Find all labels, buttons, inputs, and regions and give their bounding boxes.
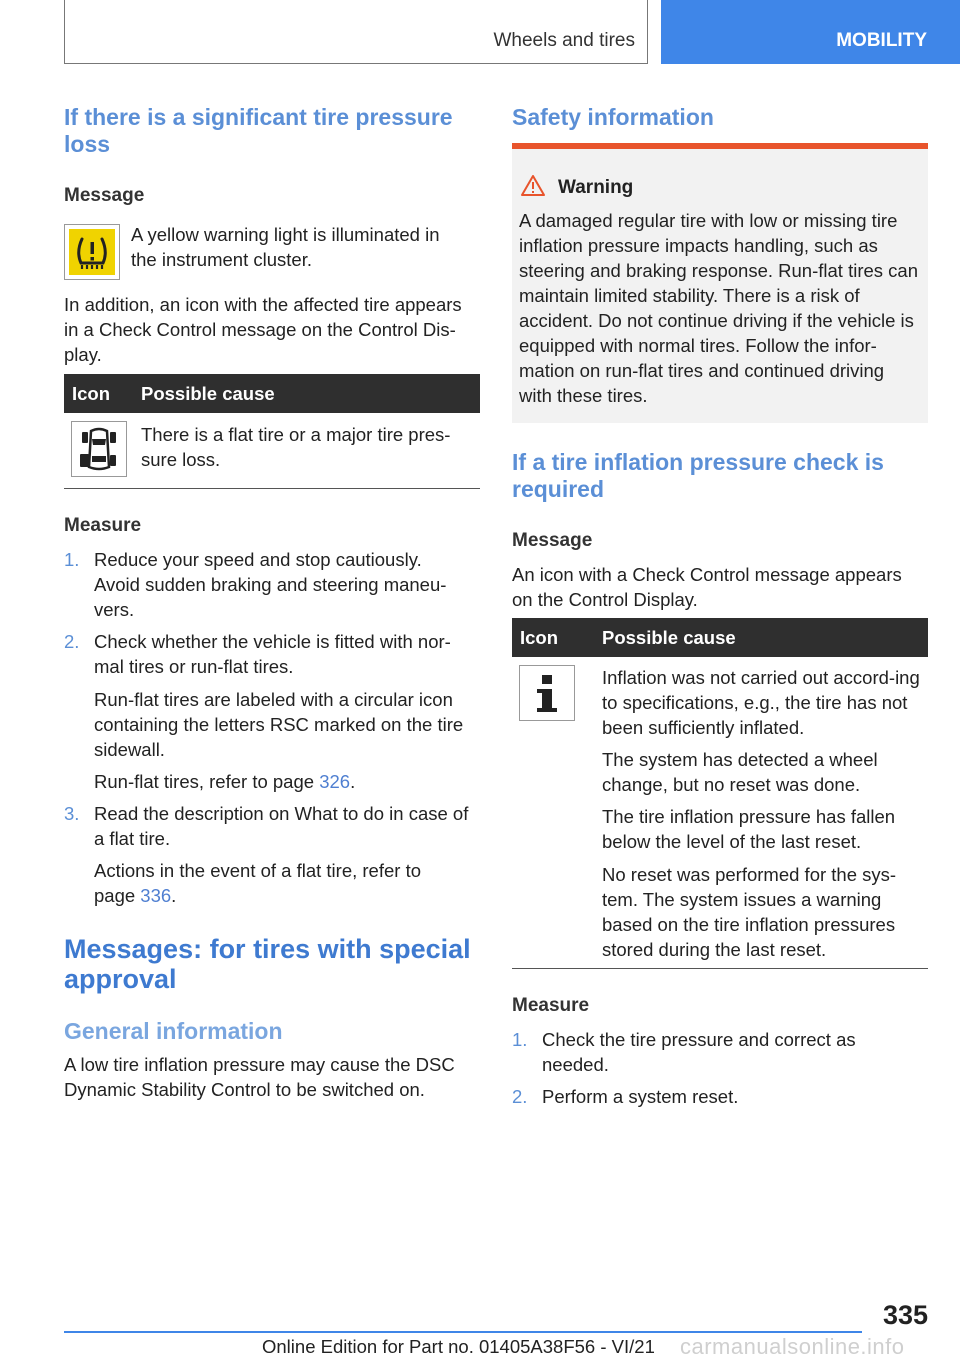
addition-text: In addition, an icon with the affected tire appears in a Check Control message on the Control Dis-play. [64,294,462,365]
col-icon-header: Icon [72,383,111,404]
message-label: Message [512,530,593,551]
message-text: A yellow warning light is illuminated in the instrument cluster. [131,224,440,270]
message-text: An icon with a Check Control message appears on the Control Display. [512,564,902,610]
general-info-heading: General information [64,1018,283,1044]
section-heading-tire-loss: If there is a significant tire pressure loss [64,104,453,157]
warning-title: Warning [558,177,634,198]
watermark: carmanualsonline.info [680,1334,905,1359]
col-cause-header: Possible cause [141,383,275,404]
step-text: Read the description on What to do in case of a flat tire. [94,803,469,849]
table-divider [512,968,928,969]
page-reference [94,769,480,794]
special-approval-heading: Messages: for tires with special approval [64,934,471,994]
page-link[interactable]: 326 [319,771,351,792]
reference-period: . [350,771,356,792]
measure-label: Measure [64,515,142,536]
flat-tire-icon [71,421,127,477]
col-cause-header: Possible cause [602,627,736,648]
cause-item: The system has detected a wheel change, but no reset was done. [602,749,878,795]
tire-pressure-warning-icon [64,224,120,280]
warning-text: A damaged regular tire with low or missing tire inflation pressure impacts handling, such as steering and braking response. Run-flat tires can maintain limited stability. There is a risk of accident. Do not continue driving if the vehicle is equipped with normal tires. Follow the infor-mation on run-flat tires and continued driving with these tires. [519,210,918,406]
step-number: 2. [64,631,80,652]
step-text: Check the tire pressure and correct as needed. [542,1029,856,1075]
check-required-heading: If a tire inflation pressure check is required [512,449,884,502]
reference-period: . [171,885,177,906]
step-number: 1. [64,549,80,570]
edition-text: Online Edition for Part no. 01405A38F56 - VI/21 [262,1336,655,1357]
warning-triangle-icon [520,174,546,198]
step-number: 2. [512,1086,528,1107]
step-text: Perform a system reset. [542,1086,739,1107]
table-header [512,618,928,657]
section-title: Wheels and tires [493,30,635,51]
chapter-title: MOBILITY [836,30,927,51]
info-icon [519,665,575,721]
measure-label: Measure [512,995,590,1016]
warning-box [512,143,928,423]
table-divider [64,488,480,489]
step-text: Reduce your speed and stop cautiously. Avoid sudden braking and steering maneu-vers. [94,549,447,620]
col-icon-header: Icon [520,627,559,648]
cause-item: Inflation was not carried out accord-ing to specifications, e.g., the tire has not been sufficiently inflated. [602,667,920,738]
step-number: 1. [512,1029,528,1050]
table-row-cause: There is a flat tire or a major tire pres-sure loss. [141,424,451,470]
footer-rule [64,1331,862,1333]
step-extra-text: Run-flat tires are labeled with a circular icon containing the letters RSC marked on the tire sidewall. [94,689,464,760]
page-number: 335 [882,1300,928,1330]
general-info-text: A low tire inflation pressure may cause the DSC Dynamic Stability Control to be switched on. [64,1054,455,1100]
reference-text: Run-flat tires, refer to page [94,771,315,792]
page-reference [94,858,434,908]
cause-item: No reset was performed for the sys-tem. The system issues a warning based on the tire inflation pressures stored during the last reset. [602,864,897,960]
cause-item: The tire inflation pressure has fallen below the level of the last reset. [602,806,896,852]
step-text: Check whether the vehicle is fitted with nor-mal tires or run-flat tires. [94,631,451,677]
page-link[interactable]: 336 [140,885,172,906]
message-label: Message [64,185,145,206]
reference-text: Actions in the event of a flat tire, refer to page [94,860,422,906]
chapter-tab [661,0,960,64]
safety-heading: Safety information [512,104,714,130]
step-number: 3. [64,803,80,824]
table-header [64,374,480,413]
